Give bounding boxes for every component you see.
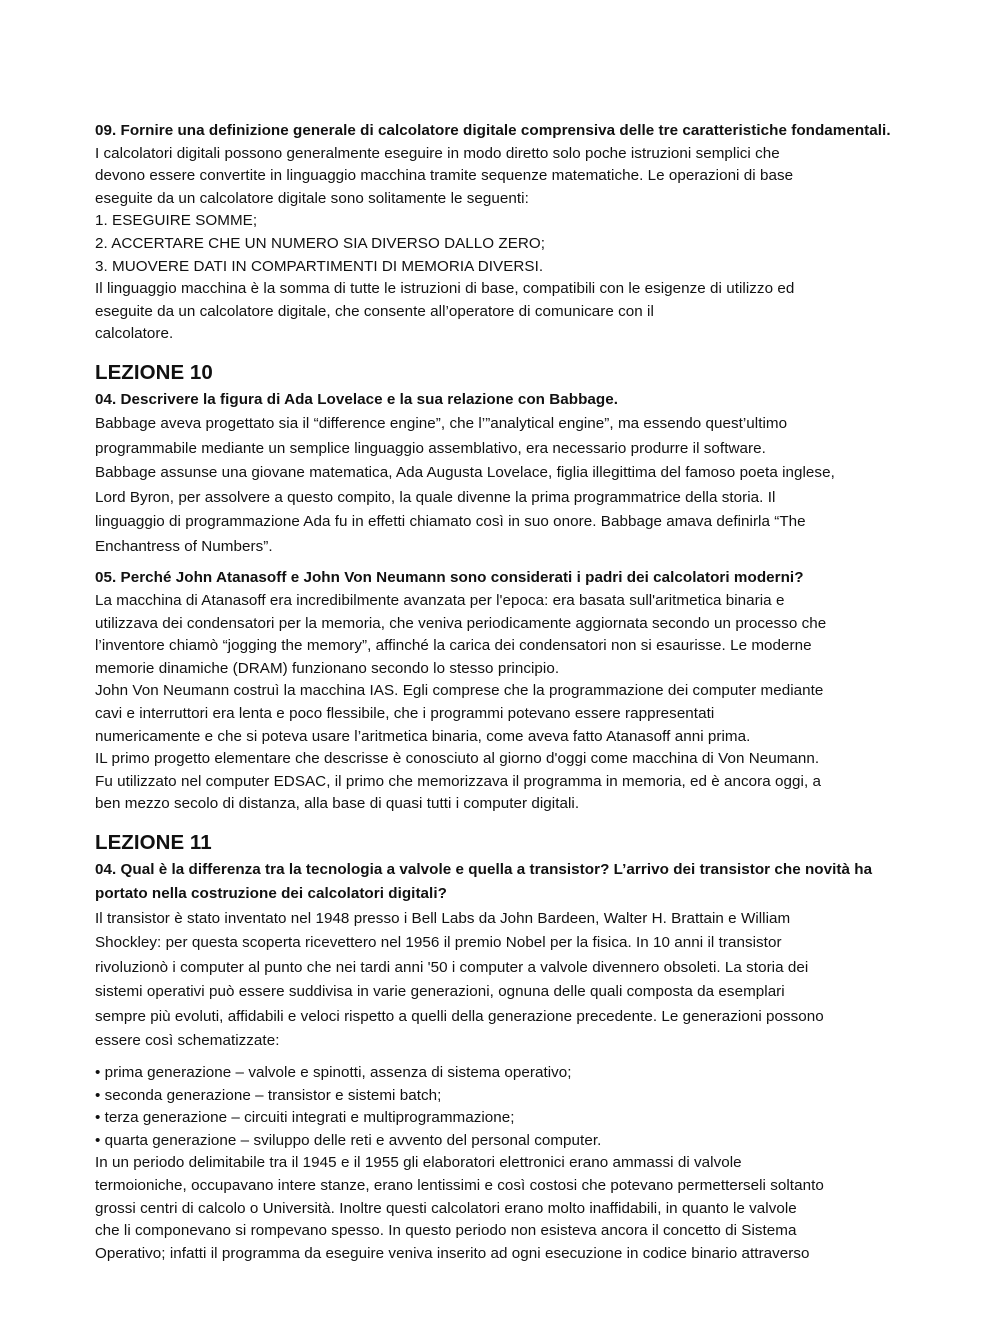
answer-09-line: calcolatore. [95,325,174,343]
lesson-10-title: LEZIONE 10 [95,360,213,384]
answer-11-04-line: rivoluzionò i computer al punto che nei tardi anni '50 i computer a valvole divennero obsoleti. La storia dei [95,958,809,976]
generations-list [95,1062,915,1152]
answer-10-04-line: Babbage aveva progettato sia il “difference engine”, che l’”analytical engine”, ma essendo quest’ultimo [95,415,788,433]
lesson-11-question-04 [95,858,915,1054]
answer-11-04-line: In un periodo delimitabile tra il 1945 e il 1955 gli elaboratori elettronici erano ammassi di valvole [95,1154,742,1172]
answer-11-04-line: sistemi operativi può essere suddivisa in varie generazioni, ognuna delle quali composta da esemplari [95,983,785,1001]
answer-11-04-line: Operativo; infatti il programma da eseguire veniva inserito ad ogni esecuzione in codice binario attraverso [95,1244,810,1262]
list-item: • quarta generazione – sviluppo delle reti e avvento del personal computer. [95,1131,602,1149]
lesson-11 [95,830,915,1265]
answer-10-05-line: l’inventore chiamò “jogging the memory”, affinché la carica dei condensatori non si esaurisse. Le moderne [95,637,812,655]
list-item: • seconda generazione – transistor e sistemi batch; [95,1086,442,1104]
answer-10-04-line: linguaggio di programmazione Ada fu in effetti chiamato così in suo onore. Babbage amava definirla “The [95,513,806,531]
answer-11-04-line: Shockley: per questa scoperta ricevettero nel 1956 il premio Nobel per la fisica. In 10 anni il transistor [95,934,782,952]
lesson-10 [95,360,915,816]
question-11-04: 04. Qual è la differenza tra la tecnologia a valvole e quella a transistor? L’arrivo dei transistor che novità ha portato nella costruzione dei calcolatori digitali? [95,860,873,903]
answer-10-04-line: programmabile mediante un semplice linguaggio assemblativo, era necessario produrre il software. [95,439,766,457]
answer-10-05-line: John Von Neumann costruì la macchina IAS. Egli comprese che la programmazione dei computer mediante [95,682,824,700]
answer-09-line: eseguite da un calcolatore digitale, che consente all’operatore di comunicare con il [95,302,654,320]
answer-10-04-line: Enchantress of Numbers”. [95,537,273,555]
answer-09-list-item: 3. MUOVERE DATI IN COMPARTIMENTI DI MEMORIA DIVERSI. [95,257,544,275]
answer-09-line: eseguite da un calcolatore digitale sono solitamente le seguenti: [95,189,529,207]
answer-11-04-line: essere così schematizzate: [95,1032,280,1050]
answer-09-list-item: 2. ACCERTARE CHE UN NUMERO SIA DIVERSO DALLO ZERO; [95,234,546,252]
answer-11-04-line: termoioniche, occupavano intere stanze, erano lentissimi e così costosi che potevano permetterseli soltanto [95,1176,824,1194]
question-09: 09. Fornire una definizione generale di calcolatore digitale comprensiva delle tre caratteristiche fondamentali. [95,122,891,139]
answer-11-04-line: Il transistor è stato inventato nel 1948 presso i Bell Labs da John Bardeen, Walter H. Brattain e William [95,909,791,927]
spacer [95,559,915,567]
answer-09-line: Il linguaggio macchina è la somma di tutte le istruzioni di base, compatibili con le esigenze di utilizzo ed [95,280,795,298]
answer-10-05-line: IL primo progetto elementare che descrisse è conosciuto al giorno d'oggi come macchina di Von Neumann. [95,750,820,768]
closing-paragraph [95,1152,915,1265]
answer-11-04-line: sempre più evoluti, affidabili e veloci rispetto a quelli della generazione precedente. Le generazioni possono [95,1007,824,1025]
answer-10-04-line: Babbage assunse una giovane matematica, Ada Augusta Lovelace, figlia illegittima del famoso poeta inglese, [95,464,835,482]
lesson-10-question-05 [95,567,915,816]
answer-10-05-line: numericamente e che si poteva usare l’aritmetica binaria, come aveva fatto Atanasoff anni prima. [95,727,751,745]
answer-10-05-line: utilizzava dei condensatori per la memoria, che veniva periodicamente aggiornata secondo un processo che [95,614,827,632]
answer-09-line: I calcolatori digitali possono generalmente eseguire in modo diretto solo poche istruzioni semplici che [95,144,780,162]
list-item: • terza generazione – circuiti integrati e multiprogrammazione; [95,1109,515,1127]
question-10-05: 05. Perché John Atanasoff e John Von Neumann sono considerati i padri dei calcolatori moderni? [95,569,804,587]
answer-11-04-line: che li componevano si rompevano spesso. In questo periodo non esisteva ancora il concetto di Sistema [95,1222,797,1240]
lesson-10-question-04 [95,388,915,560]
answer-11-04-line: grossi centri di calcolo o Università. Inoltre questi calcolatori erano molto inaffidabili, in quanto le valvole [95,1199,797,1217]
answer-10-04-line: Lord Byron, per assolvere a questo compito, la quale divenne la prima programmatrice della storia. Il [95,488,776,506]
question-10-04: 04. Descrivere la figura di Ada Lovelace e la sua relazione con Babbage. [95,390,618,408]
answer-10-05-line: La macchina di Atanasoff era incredibilmente avanzata per l'epoca: era basata sull'aritmetica binaria e [95,592,785,610]
answer-10-05-line: Fu utilizzato nel computer EDSAC, il primo che memorizzava il programma in memoria, ed è ancora oggi, a [95,772,821,790]
spacer [95,1054,915,1062]
page-content [95,120,915,1265]
lesson-11-title: LEZIONE 11 [95,830,212,854]
answer-09-list-item: 1. ESEGUIRE SOMME; [95,212,258,230]
answer-09-line: devono essere convertite in linguaggio macchina tramite sequenze matematiche. Le operazioni di base [95,167,794,185]
list-item: • prima generazione – valvole e spinotti, assenza di sistema operativo; [95,1063,572,1081]
answer-10-05-line: ben mezzo secolo di distanza, alla base di quasi tutti i computer digitali. [95,795,580,813]
section-09 [95,120,915,346]
answer-10-05-line: cavi e interruttori era lenta e poco flessibile, che i programmi potevano essere rappresentati [95,705,715,722]
answer-10-05-line: memorie dinamiche (DRAM) funzionano secondo lo stesso principio. [95,659,560,677]
